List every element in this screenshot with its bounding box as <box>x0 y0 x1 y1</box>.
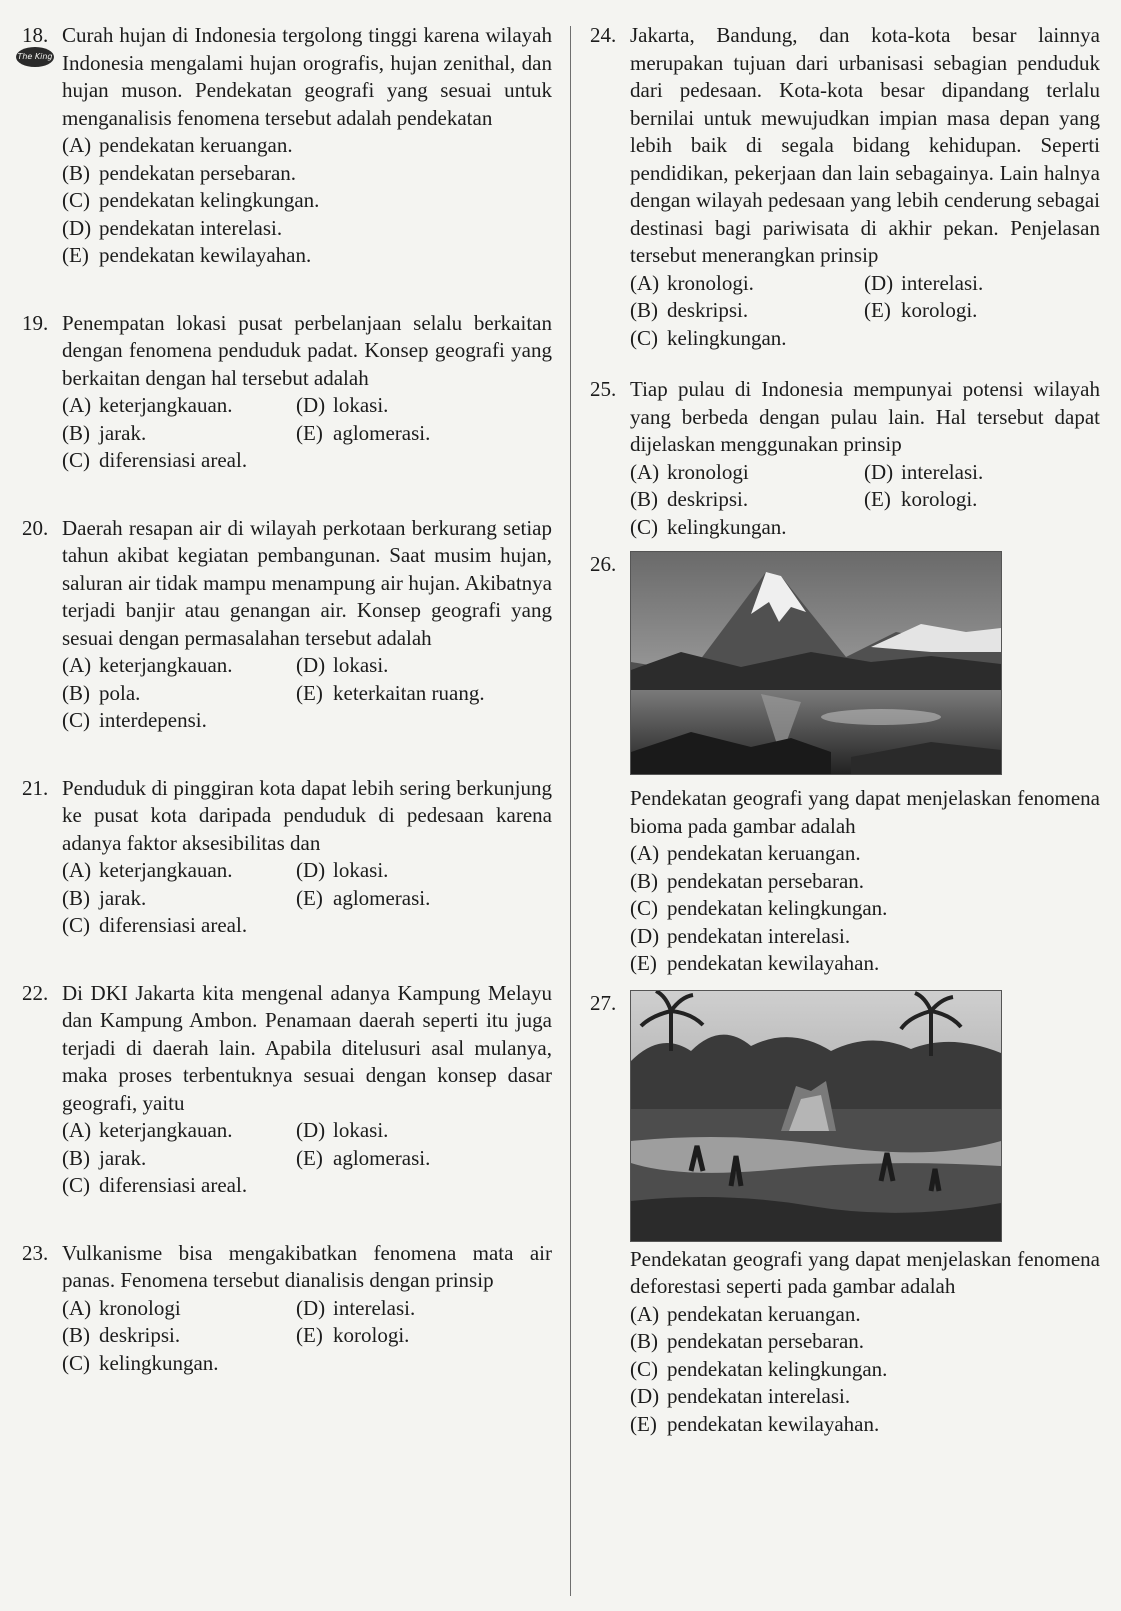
option-a[interactable]: (A) pendekatan keruangan. <box>62 133 293 157</box>
option-c[interactable]: (C) kelingkungan. <box>62 1350 219 1375</box>
option-b[interactable]: (B) deskripsi. <box>62 1323 181 1347</box>
question-number: 20. <box>22 515 49 540</box>
question-number: 23. <box>22 1240 49 1265</box>
question-text: Tiap pulau di Indonesia mempunyai potensi wilayah yang berbeda dengan pulau lain. Hal tersebut dapat dijelaskan menggunakan prinsip <box>630 377 1100 456</box>
left-column <box>17 22 552 1377</box>
option-a[interactable]: (A) keterjangkauan. <box>62 393 233 417</box>
option-d[interactable]: (D) interelasi. <box>296 1295 416 1320</box>
question-number: 21. <box>22 775 49 800</box>
option-e[interactable]: (E) keterkaitan ruang. <box>296 680 485 705</box>
option-d[interactable]: (D) interelasi. <box>864 270 984 295</box>
option-c[interactable]: (C) pendekatan kelingkungan. <box>62 188 320 212</box>
option-d[interactable]: (D) pendekatan interelasi. <box>630 1384 851 1408</box>
option-e[interactable]: (E) aglomerasi. <box>296 1145 431 1170</box>
option-a[interactable]: (A) kronologi <box>630 459 749 484</box>
question-26 <box>590 551 1100 978</box>
option-d[interactable]: (D) pendekatan interelasi. <box>62 215 283 240</box>
option-c[interactable]: (C) diferensiasi areal. <box>62 1173 248 1197</box>
question-number: 22. <box>22 980 49 1005</box>
option-c[interactable]: (C) interdepensi. <box>62 708 207 732</box>
option-b[interactable]: (B) pendekatan persebaran. <box>62 160 297 185</box>
question-21 <box>22 775 552 940</box>
option-e[interactable]: (E) korologi. <box>864 298 978 322</box>
option-e[interactable]: (E) pendekatan kewilayahan. <box>62 243 312 267</box>
question-23 <box>22 1240 552 1378</box>
deforestation-photo <box>630 990 1002 1242</box>
question-18 <box>22 22 552 270</box>
option-c[interactable]: (C) kelingkungan. <box>630 325 787 350</box>
option-a[interactable]: (A) kronologi. <box>630 270 754 295</box>
option-c[interactable]: (C) diferensiasi areal. <box>62 448 248 472</box>
option-b[interactable]: (B) deskripsi. <box>630 298 749 322</box>
question-text: Pendekatan geografi yang dapat menjelaskan fenomena bioma pada gambar adalah <box>630 786 1100 838</box>
option-c[interactable]: (C) kelingkungan. <box>630 514 787 539</box>
question-24 <box>590 22 1100 352</box>
question-number: 19. <box>22 310 49 335</box>
question-text: Penduduk di pinggiran kota dapat lebih sering berkunjung ke pusat kota daripada penduduk di pedesaan karena adanya faktor aksesibilitas dan <box>62 775 552 855</box>
option-b[interactable]: (B) pendekatan persebaran. <box>630 1329 865 1353</box>
option-d[interactable]: (D) lokasi. <box>296 858 389 882</box>
question-text: Pendekatan geografi yang dapat menjelaskan fenomena deforestasi seperti pada gambar adalah <box>630 1246 1100 1298</box>
question-number: 24. <box>590 23 617 47</box>
question-number: 25. <box>590 377 617 401</box>
option-b[interactable]: (B) pola. <box>62 680 141 705</box>
question-22 <box>22 980 552 1200</box>
option-a[interactable]: (A) keterjangkauan. <box>62 653 233 677</box>
question-text: Daerah resapan air di wilayah perkotaan berkurang setiap tahun akibat kegiatan pembangunan. Saat musim hujan, saluran air tidak mampu menampung air hujan. Akibatnya terjadi banjir atau genangan air. Konsep geografi yang sesuai dengan permasalahan tersebut adalah <box>62 515 552 650</box>
question-text: Jakarta, Bandung, dan kota-kota besar lainnya merupakan tujuan dari urbanisasi sebagian penduduk dari pedesaan. Kota-kota besar dipandang terlalu bernilai untuk mewujudkan impian masa depan yang lebih baik di segala bidang kehidupan. Seperti pendidikan, pekerjaan dan lain sebagainya. Lain halnya dengan wilayah pedesaan yang lebih cenderung sebagai destinasi bagi pariwisata di akhir pekan. Penjelasan tersebut menerangkan prinsip <box>630 23 1100 267</box>
right-column <box>590 22 1100 1438</box>
option-e[interactable]: (E) korologi. <box>296 1323 410 1347</box>
option-b[interactable]: (B) deskripsi. <box>630 487 749 511</box>
option-a[interactable]: (A) pendekatan keruangan. <box>630 1301 861 1326</box>
question-number: 18. <box>22 23 49 47</box>
option-a[interactable]: (A) keterjangkauan. <box>62 858 233 882</box>
question-number: 27. <box>590 990 617 1015</box>
question-20 <box>22 515 552 735</box>
option-c[interactable]: (C) pendekatan kelingkungan. <box>630 896 888 920</box>
question-25 <box>590 376 1100 541</box>
option-c[interactable]: (C) pendekatan kelingkungan. <box>630 1356 888 1381</box>
option-e[interactable]: (E) aglomerasi. <box>296 420 431 445</box>
option-b[interactable]: (B) jarak. <box>62 885 147 910</box>
option-d[interactable]: (D) lokasi. <box>296 653 389 677</box>
question-19 <box>22 310 552 475</box>
option-d[interactable]: (D) lokasi. <box>296 1118 389 1142</box>
option-e[interactable]: (E) pendekatan kewilayahan. <box>630 951 880 975</box>
question-text: Penempatan lokasi pusat perbelanjaan selalu berkaitan dengan fenomena penduduk padat. Konsep geografi yang berkaitan dengan hal tersebut adalah <box>62 310 552 390</box>
question-number: 26. <box>590 552 617 576</box>
option-e[interactable]: (E) pendekatan kewilayahan. <box>630 1411 880 1436</box>
question-text: Curah hujan di Indonesia tergolong tinggi karena wilayah Indonesia mengalami hujan orografis, hujan zenithal, dan hujan muson. Pendekatan geografi yang sesuai untuk menganalisis fenomena tersebut adalah pendekatan <box>62 23 552 130</box>
option-c[interactable]: (C) diferensiasi areal. <box>62 913 248 937</box>
option-a[interactable]: (A) pendekatan keruangan. <box>630 841 861 865</box>
column-divider <box>570 26 571 1596</box>
question-text: Vulkanisme bisa mengakibatkan fenomena mata air panas. Fenomena tersebut dianalisis dengan prinsip <box>62 1240 552 1292</box>
option-e[interactable]: (E) aglomerasi. <box>296 885 431 910</box>
option-d[interactable]: (D) interelasi. <box>864 459 984 484</box>
option-b[interactable]: (B) jarak. <box>62 1145 147 1170</box>
publisher-logo: The King <box>16 47 54 67</box>
option-d[interactable]: (D) pendekatan interelasi. <box>630 923 851 948</box>
mountain-lake-photo <box>630 551 1002 775</box>
option-e[interactable]: (E) korologi. <box>864 487 978 511</box>
option-d[interactable]: (D) lokasi. <box>296 393 389 417</box>
option-a[interactable]: (A) keterjangkauan. <box>62 1118 233 1142</box>
option-b[interactable]: (B) pendekatan persebaran. <box>630 868 865 893</box>
option-b[interactable]: (B) jarak. <box>62 420 147 445</box>
option-a[interactable]: (A) kronologi <box>62 1295 181 1320</box>
question-27 <box>590 990 1100 1439</box>
question-text: Di DKI Jakarta kita mengenal adanya Kampung Melayu dan Kampung Ambon. Penamaan daerah seperti itu juga terjadi di daerah lain. Apabila ditelusuri asal mulanya, maka proses terbentuknya sesuai dengan konsep dasar geografi, yaitu <box>62 980 552 1115</box>
